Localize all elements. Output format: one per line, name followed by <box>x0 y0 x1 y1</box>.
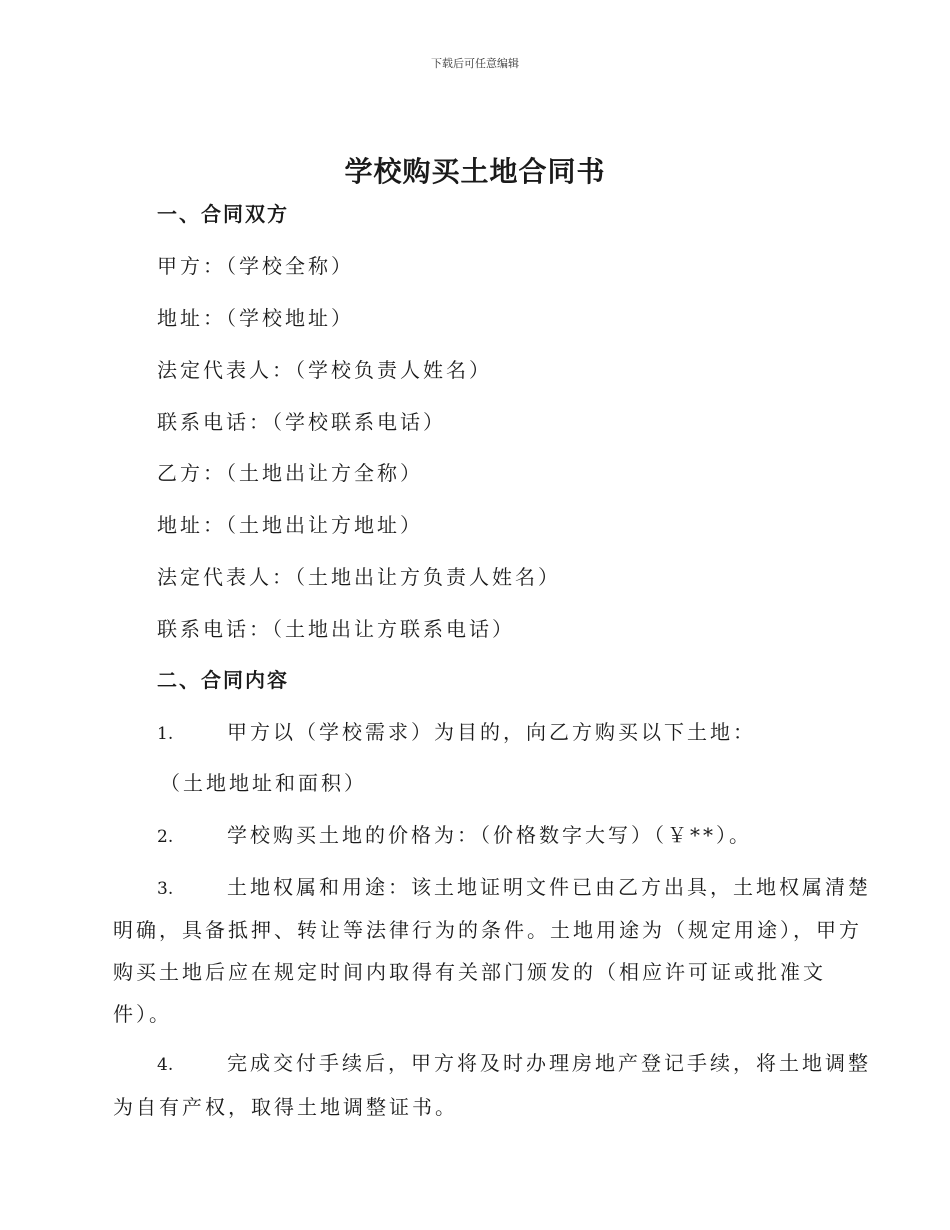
section-heading-content: 二、合同内容 <box>157 668 289 692</box>
clause-4 <box>157 1047 871 1076</box>
party-b-name: 乙方：（土地出让方全称） <box>157 461 423 485</box>
clause-1 <box>157 716 756 745</box>
party-a-representative: 法定代表人：（学校负责人姓名） <box>157 358 492 382</box>
document-title: 学校购买土地合同书 <box>344 155 606 188</box>
clause-3-line-3: 购买土地后应在规定时间内取得有关部门颁发的（相应许可证或批准文 <box>113 960 826 984</box>
clause-number: 2. <box>157 827 174 847</box>
party-b-address: 地址：（土地出让方地址） <box>157 513 423 537</box>
clause-3-line-4: 件）。 <box>113 1002 172 1026</box>
clause-text: 学校购买土地的价格为：（价格数字大写）（￥**）。 <box>227 823 752 847</box>
party-a-phone: 联系电话：（学校联系电话） <box>157 410 446 434</box>
header-note: 下载后可任意编辑 <box>431 57 519 70</box>
clause-text: 完成交付手续后，甲方将及时办理房地产登记手续，将土地调整 <box>227 1051 871 1075</box>
clause-number: 3. <box>157 879 174 899</box>
party-a-address: 地址：（学校地址） <box>157 306 354 330</box>
clause-text: 甲方以（学校需求）为目的，向乙方购买以下土地： <box>227 720 756 744</box>
clause-3 <box>157 871 871 900</box>
clause-text: 土地权属和用途：该土地证明文件已由乙方出具，土地权属清楚 <box>227 875 871 899</box>
clause-2 <box>157 819 752 848</box>
party-b-phone: 联系电话：（土地出让方联系电话） <box>157 617 515 641</box>
party-b-representative: 法定代表人：（土地出让方负责人姓名） <box>157 565 561 589</box>
clause-4-line-2: 为自有产权，取得土地调整证书。 <box>113 1095 458 1119</box>
party-a-name: 甲方：（学校全称） <box>157 254 354 278</box>
clause-number: 1. <box>157 724 174 744</box>
clause-3-line-2: 明确，具备抵押、转让等法律行为的条件。土地用途为（规定用途），甲方 <box>113 918 862 942</box>
section-heading-parties: 一、合同双方 <box>157 202 289 226</box>
clause-1-continuation: （土地地址和面积） <box>160 771 367 795</box>
clause-number: 4. <box>157 1055 174 1075</box>
